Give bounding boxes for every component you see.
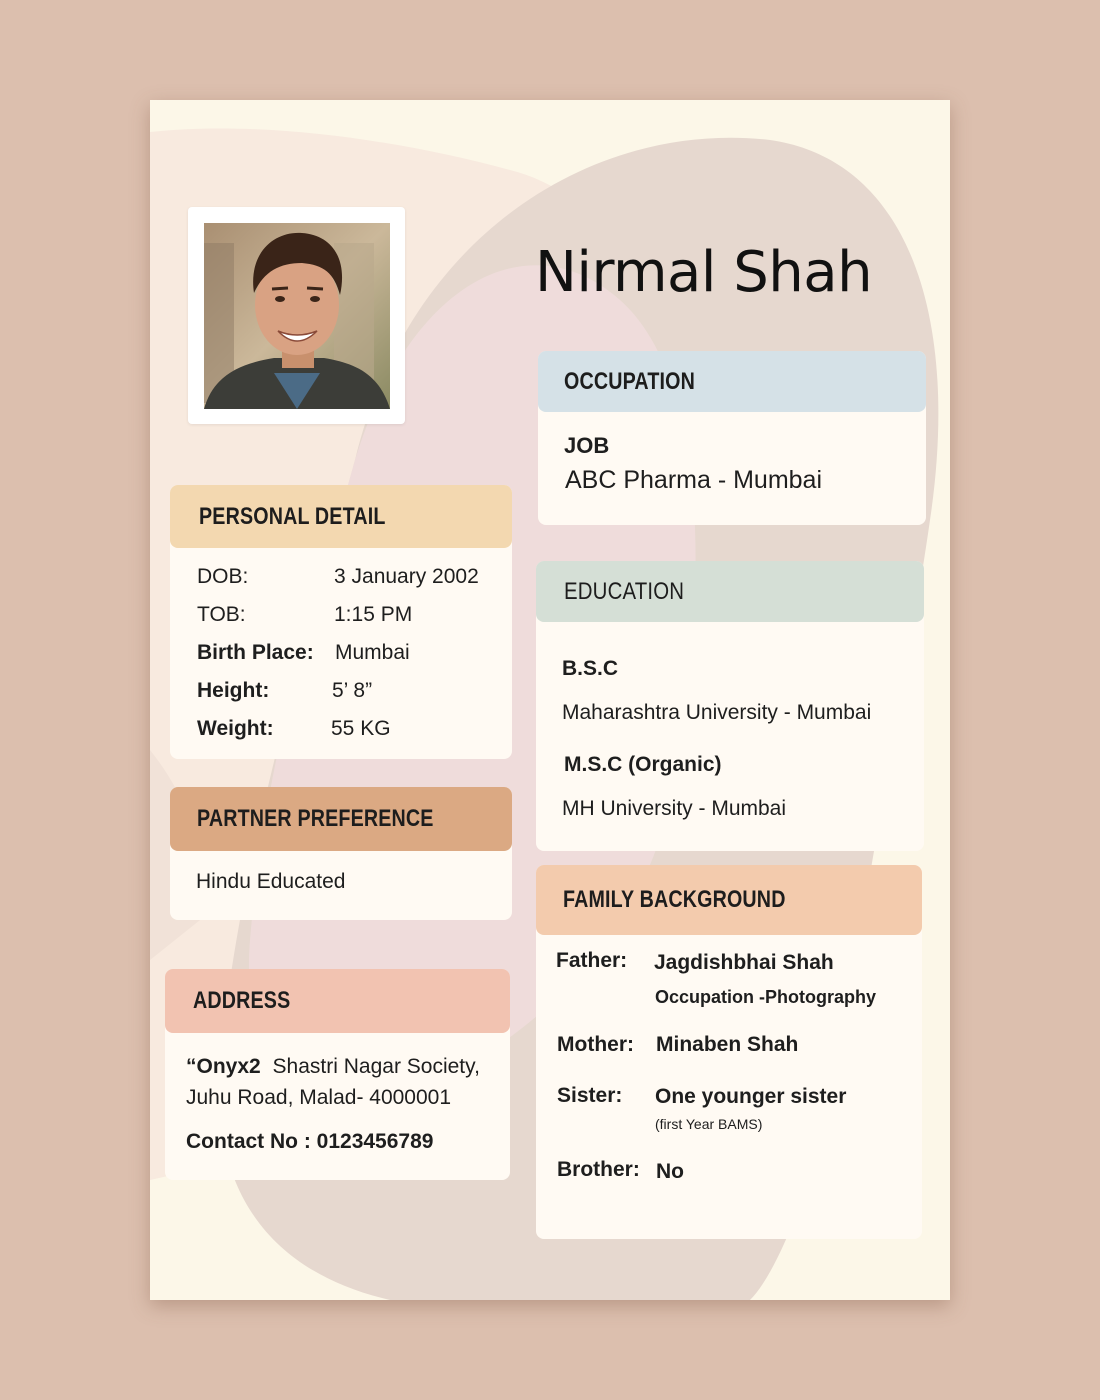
address-line-2: Juhu Road, Malad- 4000001 bbox=[186, 1086, 452, 1109]
partner-preference-title: PARTNER PREFERENCE bbox=[197, 805, 434, 832]
brother-value: No bbox=[656, 1160, 684, 1183]
weight-label: Weight: bbox=[197, 717, 274, 740]
address-line-1 bbox=[186, 1055, 480, 1079]
education-header bbox=[536, 561, 924, 622]
sister-value: One younger sister bbox=[655, 1085, 847, 1108]
candidate-name: Nirmal Shah bbox=[535, 240, 873, 305]
family-background-title: FAMILY BACKGROUND bbox=[563, 886, 786, 913]
brother-label: Brother: bbox=[557, 1158, 640, 1181]
height-label: Height: bbox=[197, 679, 270, 702]
sister-note: (first Year BAMS) bbox=[655, 1116, 763, 1132]
personal-detail-card bbox=[170, 485, 512, 759]
occupation-header bbox=[538, 351, 926, 412]
partner-preference-card bbox=[170, 787, 512, 920]
occupation-title: OCCUPATION bbox=[564, 367, 696, 395]
birth-place-value: Mumbai bbox=[335, 641, 410, 664]
degree-1: B.S.C bbox=[562, 657, 619, 680]
personal-detail-title: PERSONAL DETAIL bbox=[199, 502, 386, 530]
biodata-sheet bbox=[150, 100, 950, 1300]
birth-place-label: Birth Place: bbox=[197, 641, 314, 664]
profile-photo bbox=[204, 223, 390, 409]
degree-2: M.S.C (Organic) bbox=[564, 753, 722, 776]
institution-2: MH University - Mumbai bbox=[562, 797, 787, 820]
father-label: Father: bbox=[556, 949, 628, 972]
mother-label: Mother: bbox=[557, 1033, 634, 1056]
institution-1: Maharashtra University - Mumbai bbox=[562, 701, 872, 724]
personal-detail-header bbox=[170, 485, 512, 548]
height-value: 5’ 8” bbox=[332, 679, 373, 702]
address-header bbox=[165, 969, 510, 1033]
job-value: ABC Pharma - Mumbai bbox=[565, 466, 823, 494]
contact-number: Contact No : 0123456789 bbox=[186, 1130, 434, 1153]
tob-label: TOB: bbox=[197, 603, 246, 626]
address-title: ADDRESS bbox=[193, 987, 291, 1014]
mother-name: Minaben Shah bbox=[656, 1033, 799, 1056]
occupation-card bbox=[538, 351, 926, 525]
family-background-header bbox=[536, 865, 922, 935]
father-occupation: Occupation -Photography bbox=[655, 987, 877, 1007]
father-name: Jagdishbhai Shah bbox=[654, 951, 834, 974]
profile-photo-frame bbox=[188, 207, 405, 424]
partner-preference-header bbox=[170, 787, 512, 851]
education-title: EDUCATION bbox=[564, 577, 685, 605]
address-street: Shastri Nagar Society, bbox=[272, 1055, 480, 1078]
tob-value: 1:15 PM bbox=[334, 603, 413, 626]
weight-value: 55 KG bbox=[331, 717, 391, 740]
job-label: JOB bbox=[564, 433, 610, 458]
address-building: “Onyx2 bbox=[186, 1055, 261, 1078]
dob-value: 3 January 2002 bbox=[334, 565, 479, 588]
partner-preference-value: Hindu Educated bbox=[196, 870, 346, 893]
family-background-card bbox=[536, 865, 922, 1239]
education-card bbox=[536, 561, 924, 851]
sister-label: Sister: bbox=[557, 1084, 623, 1107]
dob-label: DOB: bbox=[197, 565, 249, 588]
address-card bbox=[165, 969, 510, 1180]
